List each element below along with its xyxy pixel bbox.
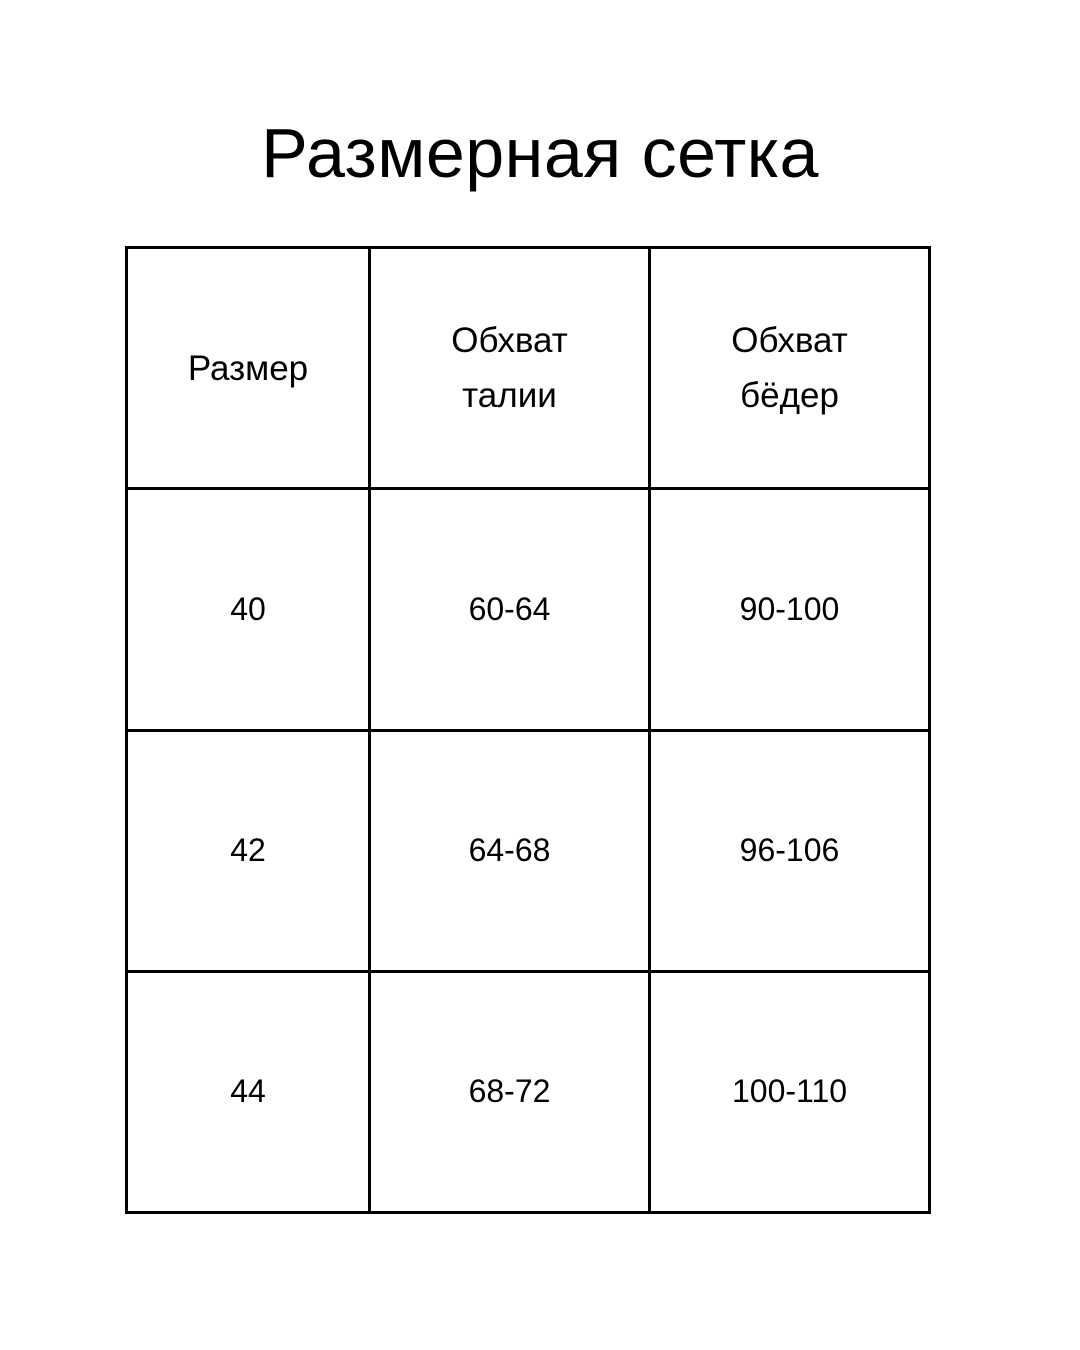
table-header-row xyxy=(127,248,930,489)
header-waist-line2: талии xyxy=(462,376,557,416)
header-hips-line1: Обхват xyxy=(731,321,848,361)
table-row xyxy=(127,489,930,730)
page-title: Размерная сетка xyxy=(261,114,819,192)
header-size xyxy=(127,248,370,489)
cell-size: 40 xyxy=(127,489,370,730)
cell-waist: 64-68 xyxy=(370,730,650,971)
size-chart-table xyxy=(125,246,931,1214)
cell-waist: 60-64 xyxy=(370,489,650,730)
cell-hips: 90-100 xyxy=(650,489,930,730)
header-size-label: Размер xyxy=(187,348,309,388)
cell-size: 44 xyxy=(127,971,370,1212)
header-hips xyxy=(650,248,930,489)
cell-hips: 96-106 xyxy=(650,730,930,971)
header-waist-line1: Обхват xyxy=(451,321,568,361)
cell-waist: 68-72 xyxy=(370,971,650,1212)
cell-hips: 100-110 xyxy=(650,971,930,1212)
cell-size: 42 xyxy=(127,730,370,971)
table-row xyxy=(127,971,930,1212)
header-hips-line2: бёдер xyxy=(740,376,839,416)
header-waist xyxy=(370,248,650,489)
table-row xyxy=(127,730,930,971)
